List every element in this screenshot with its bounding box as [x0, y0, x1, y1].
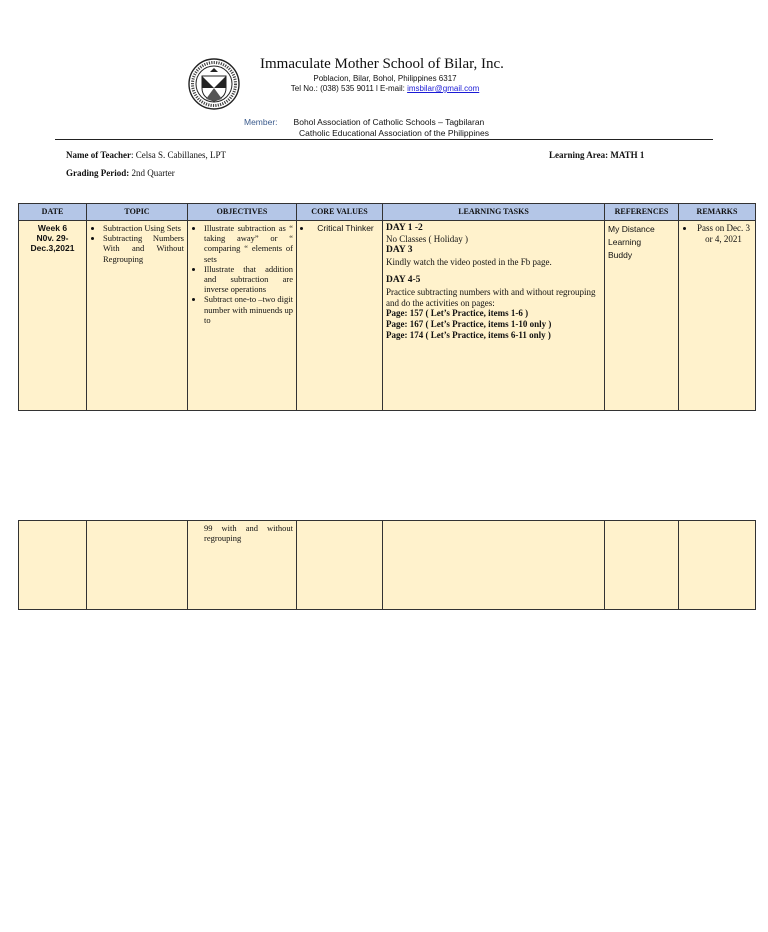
area-label: Learning Area:	[549, 150, 609, 160]
task-day-4-5: DAY 4-5	[386, 275, 421, 286]
date-end: Dec.3,2021	[30, 243, 75, 254]
col-references: REFERENCES	[605, 204, 679, 221]
objective-continuation: 99 with and without regrouping	[204, 523, 293, 544]
table-header-row	[19, 204, 756, 221]
objectives-cell	[188, 221, 297, 411]
remark-item: • Pass on Dec. 3 or 4, 2021	[695, 223, 752, 245]
core-values-cell	[297, 521, 383, 610]
member-label: Member:	[244, 117, 278, 127]
teacher-label: Name of Teacher	[66, 150, 131, 160]
table-row	[19, 521, 756, 610]
school-name: Immaculate Mother School of Bilar, Inc.	[260, 56, 504, 72]
lesson-plan-table	[18, 203, 756, 411]
remarks-cell	[679, 521, 756, 610]
membership-line	[244, 117, 484, 127]
objectives-cell	[188, 521, 297, 610]
period-label: Grading Period:	[66, 168, 130, 178]
objective-item: • Illustrate that addition and subtraction are inverse operations	[204, 264, 293, 295]
area-value: MATH 1	[608, 150, 645, 160]
date-week: Week 6	[37, 223, 68, 233]
grading-period-line	[66, 168, 175, 178]
topic-item: • Subtracting Numbers With and Without Regrouping	[103, 233, 184, 264]
learning-tasks-cell	[383, 521, 605, 610]
col-date: DATE	[19, 204, 87, 221]
core-value-item: • Critical Thinker	[312, 223, 379, 233]
topic-item: • Subtraction Using Sets	[103, 223, 184, 233]
learning-tasks-cell	[383, 221, 605, 411]
reference-line: My Distance	[608, 224, 655, 234]
date-start: N0v. 29-	[36, 233, 69, 244]
member-ceap: Catholic Educational Association of the Philippines	[299, 128, 489, 138]
col-core-values: CORE VALUES	[297, 204, 383, 221]
topic-cell	[87, 521, 188, 610]
reference-line: Buddy	[608, 250, 633, 261]
task-page-item: Page: 174 ( Let’s Practice, items 6-11 only )	[386, 329, 551, 340]
date-cell	[19, 521, 87, 610]
header-divider	[55, 139, 713, 140]
task-day-4-5-text: Practice subtracting numbers with and without regrouping and do the activities on pages:	[386, 286, 596, 308]
lesson-plan-table-continued	[18, 520, 756, 610]
telephone-text: Tel No.: (038) 535 9011 l E-mail:	[290, 84, 408, 93]
topic-cell	[87, 221, 188, 411]
core-values-cell	[297, 221, 383, 411]
references-cell	[605, 221, 679, 411]
contact-line	[240, 84, 530, 93]
task-day-1-2-text: No Classes ( Holiday )	[386, 234, 468, 245]
learning-area-line	[549, 150, 644, 160]
task-page-item: Page: 157 ( Let’s Practice, items 1-6 )	[386, 308, 529, 319]
col-topic: TOPIC	[87, 204, 188, 221]
task-day-3-text: Kindly watch the video posted in the Fb page.	[386, 256, 552, 267]
task-day-3: DAY 3	[386, 245, 413, 256]
objective-item: • Subtract one-to –two digit number with minuends up to	[204, 294, 293, 325]
member-bacs: Bohol Association of Catholic Schools – Tagbilaran	[293, 117, 485, 127]
references-cell	[605, 521, 679, 610]
email-link[interactable]: imsbilar@gmail.com	[407, 84, 480, 93]
teacher-value: : Celsa S. Cabillanes, LPT	[131, 150, 226, 160]
col-remarks: REMARKS	[679, 204, 756, 221]
school-seal-logo	[188, 58, 240, 110]
task-day-1-2: DAY 1 -2	[386, 223, 423, 233]
col-learning-tasks: LEARNING TASKS	[383, 204, 605, 221]
period-value: 2nd Quarter	[129, 168, 175, 178]
col-objectives: OBJECTIVES	[188, 204, 297, 221]
table-row	[19, 221, 756, 411]
date-cell	[19, 221, 87, 411]
reference-line: Learning	[608, 237, 642, 248]
remarks-cell	[679, 221, 756, 411]
task-page-item: Page: 167 ( Let’s Practice, items 1-10 only )	[386, 319, 552, 330]
objective-item: • Illustrate subtraction as “ taking away” or “ comparing “ elements of sets	[204, 223, 293, 264]
school-address: Poblacion, Bilar, Bohol, Philippines 6317	[313, 74, 457, 83]
teacher-line	[66, 150, 226, 160]
